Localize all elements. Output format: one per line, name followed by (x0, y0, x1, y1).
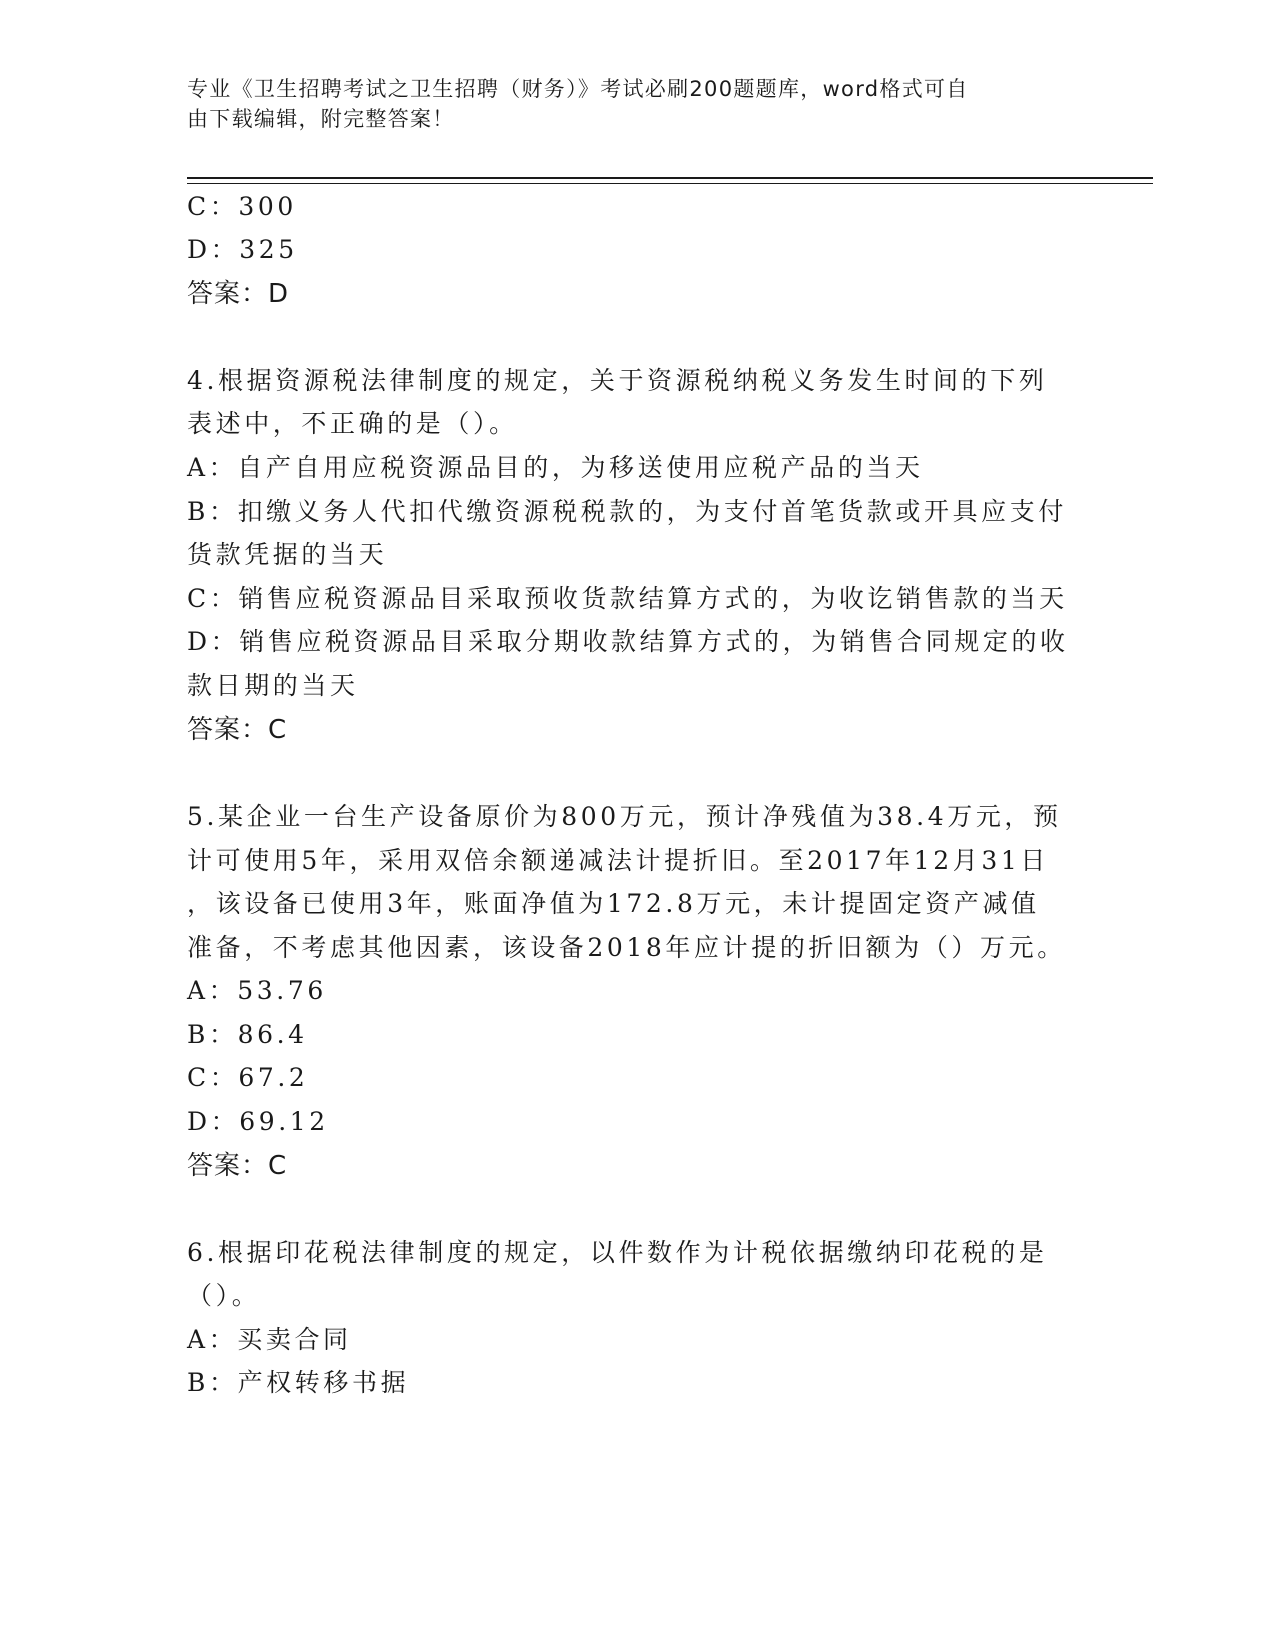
q5-stem-line-4: 准备，不考虑其他因素，该设备2018年应计提的折旧额为（）万元。 (187, 933, 1066, 962)
q6-stem-line-2: （）。 (187, 1281, 261, 1310)
q4-option-d-line-2: 款日期的当天 (187, 671, 359, 700)
q5-stem-line-3: ，该设备已使用3年，账面净值为172.8万元，未计提固定资产减值 (187, 889, 1040, 918)
q4-option-b-line-1: B：扣缴义务人代扣代缴资源税税款的，为支付首笔货款或开具应支付 (187, 497, 1067, 526)
q3-option-c: C：300 (187, 192, 297, 221)
q6-stem-line-1: 6.根据印花税法律制度的规定，以件数作为计税依据缴纳印花税的是 (187, 1238, 1048, 1267)
q3-answer: 答案：D (187, 279, 290, 309)
q4-stem-line-2: 表述中，不正确的是（）。 (187, 409, 518, 438)
q4-stem-line-1: 4.根据资源税法律制度的规定，关于资源税纳税义务发生时间的下列 (187, 366, 1048, 395)
q6-option-a: A：买卖合同 (187, 1325, 352, 1354)
q5-answer: 答案：C (187, 1151, 288, 1181)
q5-option-a: A：53.76 (187, 976, 327, 1005)
q4-option-b-line-2: 货款凭据的当天 (187, 540, 388, 569)
q4-option-a: A：自产自用应税资源品目的，为移送使用应税产品的当天 (187, 453, 924, 482)
q5-stem-line-1: 5.某企业一台生产设备原价为800万元，预计净残值为38.4万元，预 (187, 802, 1062, 831)
q5-option-d: D：69.12 (187, 1107, 329, 1136)
header-line-1: 专业《卫生招聘考试之卫生招聘（财务）》考试必刷200题题库，word格式可自 (187, 77, 969, 101)
q5-stem-line-2: 计可使用5年，采用双倍余额递减法计提折旧。至2017年12月31日 (187, 846, 1049, 875)
q5-option-c: C：67.2 (187, 1063, 309, 1092)
q5-option-b: B：86.4 (187, 1020, 308, 1049)
q4-option-c: C：销售应税资源品目采取预收货款结算方式的，为收讫销售款的当天 (187, 584, 1068, 613)
q6-option-b: B：产权转移书据 (187, 1368, 410, 1397)
document-header (187, 74, 1067, 134)
q3-option-d: D：325 (187, 235, 298, 264)
header-line-2: 由下载编辑，附完整答案！ (187, 107, 455, 131)
header-divider-thick (187, 177, 1153, 179)
q4-answer: 答案：C (187, 715, 288, 745)
header-divider-thin (187, 183, 1153, 184)
q4-option-d-line-1: D：销售应税资源品目采取分期收款结算方式的，为销售合同规定的收 (187, 627, 1069, 656)
